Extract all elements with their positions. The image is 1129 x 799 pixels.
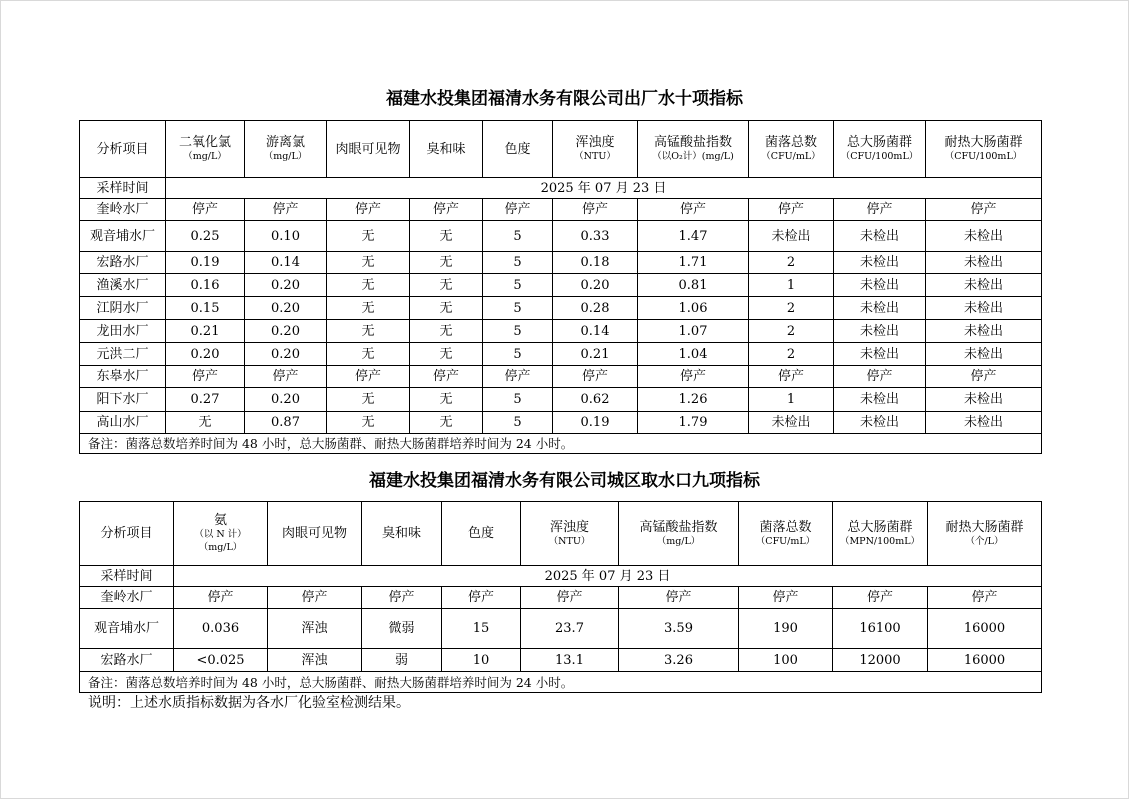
table2-title: 福建水投集团福清水务有限公司城区取水口九项指标 xyxy=(369,471,760,491)
data-cell: 浑浊 xyxy=(268,609,362,649)
column-name: 浑浊度 xyxy=(549,519,589,535)
data-cell: 1 xyxy=(749,274,834,297)
data-cell: 停产 xyxy=(410,199,483,221)
plant-name: 高山水厂 xyxy=(80,412,166,434)
data-cell: 15 xyxy=(442,609,521,649)
data-cell: 停产 xyxy=(245,199,327,221)
data-cell: 停产 xyxy=(739,587,833,609)
column-header xyxy=(174,502,268,566)
data-cell: 未检出 xyxy=(926,343,1042,366)
table-row xyxy=(80,366,1042,388)
column-header xyxy=(245,121,327,178)
data-cell: <0.025 xyxy=(174,649,268,672)
plant-name: 奎岭水厂 xyxy=(80,587,174,609)
data-cell: 0.25 xyxy=(166,221,245,252)
column-name: 总大肠菌群 xyxy=(847,519,913,535)
data-cell: 未检出 xyxy=(834,252,926,274)
data-cell: 停产 xyxy=(834,199,926,221)
data-cell: 停产 xyxy=(553,199,638,221)
plant-name: 东皋水厂 xyxy=(80,366,166,388)
table-row xyxy=(80,587,1042,609)
plant-name: 渔溪水厂 xyxy=(80,274,166,297)
column-header xyxy=(327,121,410,178)
data-cell: 10 xyxy=(442,649,521,672)
data-cell: 停产 xyxy=(928,587,1042,609)
column-name: 菌落总数 xyxy=(764,135,817,150)
data-cell: 停产 xyxy=(166,366,245,388)
data-cell: 0.20 xyxy=(553,274,638,297)
data-cell: 停产 xyxy=(362,587,442,609)
data-cell: 3.26 xyxy=(619,649,739,672)
data-cell: 5 xyxy=(483,343,553,366)
data-cell: 停产 xyxy=(833,587,928,609)
plant-name: 阳下水厂 xyxy=(80,388,166,412)
data-cell: 5 xyxy=(483,320,553,343)
column-header xyxy=(521,502,619,566)
data-cell: 无 xyxy=(327,412,410,434)
column-name: 肉眼可见物 xyxy=(335,141,401,157)
data-cell: 未检出 xyxy=(834,274,926,297)
data-cell: 0.62 xyxy=(553,388,638,412)
column-header xyxy=(833,502,928,566)
data-cell: 未检出 xyxy=(749,221,834,252)
table-row xyxy=(80,343,1042,366)
column-unit: （NTU） xyxy=(574,151,616,162)
data-cell: 停产 xyxy=(174,587,268,609)
data-cell: 未检出 xyxy=(834,343,926,366)
table-row xyxy=(80,252,1042,274)
data-cell: 190 xyxy=(739,609,833,649)
data-cell: 无 xyxy=(327,388,410,412)
data-cell: 无 xyxy=(327,274,410,297)
data-cell: 无 xyxy=(327,320,410,343)
sampling-row xyxy=(80,178,1042,199)
column-header xyxy=(483,121,553,178)
table-row xyxy=(80,274,1042,297)
data-cell: 无 xyxy=(410,274,483,297)
data-cell: 无 xyxy=(410,320,483,343)
data-cell: 3.59 xyxy=(619,609,739,649)
table-row xyxy=(80,320,1042,343)
data-cell: 23.7 xyxy=(521,609,619,649)
data-cell: 1.47 xyxy=(638,221,749,252)
data-cell: 未检出 xyxy=(834,412,926,434)
data-cell: 停产 xyxy=(245,366,327,388)
explanation-text: 说明：上述水质指标数据为各水厂化验室检测结果。 xyxy=(88,695,410,711)
note-row xyxy=(80,434,1042,454)
table-row xyxy=(80,221,1042,252)
column-name: 高锰酸盐指数 xyxy=(653,135,732,150)
data-cell: 停产 xyxy=(521,587,619,609)
data-cell: 未检出 xyxy=(926,252,1042,274)
data-cell: 未检出 xyxy=(749,412,834,434)
data-cell: 浑浊 xyxy=(268,649,362,672)
data-cell: 0.21 xyxy=(166,320,245,343)
data-cell: 停产 xyxy=(553,366,638,388)
sampling-date: 2025 年 07 月 23 日 xyxy=(166,178,1042,199)
sampling-date: 2025 年 07 月 23 日 xyxy=(174,566,1042,587)
plant-name: 宏路水厂 xyxy=(80,252,166,274)
data-cell: 未检出 xyxy=(926,297,1042,320)
data-cell: 停产 xyxy=(926,366,1042,388)
column-name: 浑浊度 xyxy=(575,135,615,150)
column-name: 菌落总数 xyxy=(759,519,812,535)
plant-name: 江阴水厂 xyxy=(80,297,166,320)
column-unit: （CFU/100mL） xyxy=(840,151,919,162)
data-cell: 停产 xyxy=(442,587,521,609)
data-cell: 0.15 xyxy=(166,297,245,320)
data-cell: 弱 xyxy=(362,649,442,672)
data-cell: 0.036 xyxy=(174,609,268,649)
note-row xyxy=(80,672,1042,693)
table-row xyxy=(80,388,1042,412)
data-cell: 0.28 xyxy=(553,297,638,320)
column-unit: （以O₂计）(mg/L) xyxy=(652,151,734,162)
column-header xyxy=(928,502,1042,566)
column-header xyxy=(166,121,245,178)
data-cell: 100 xyxy=(739,649,833,672)
data-cell: 未检出 xyxy=(926,274,1042,297)
data-cell: 0.20 xyxy=(245,297,327,320)
data-cell: 未检出 xyxy=(834,297,926,320)
data-cell: 无 xyxy=(410,388,483,412)
data-cell: 无 xyxy=(327,297,410,320)
column-header xyxy=(739,502,833,566)
plant-name: 龙田水厂 xyxy=(80,320,166,343)
data-cell: 1.04 xyxy=(638,343,749,366)
data-cell: 未检出 xyxy=(834,320,926,343)
data-cell: 16000 xyxy=(928,649,1042,672)
data-cell: 5 xyxy=(483,274,553,297)
table-row xyxy=(80,412,1042,434)
table-row xyxy=(80,297,1042,320)
data-cell: 停产 xyxy=(926,199,1042,221)
column-header xyxy=(926,121,1042,178)
data-cell: 1.26 xyxy=(638,388,749,412)
column-unit: （CFU/mL） xyxy=(761,151,821,162)
column-name: 肉眼可见物 xyxy=(281,526,347,541)
column-unit: （mg/L） xyxy=(263,151,308,162)
data-cell: 未检出 xyxy=(834,388,926,412)
data-cell: 无 xyxy=(166,412,245,434)
table-row xyxy=(80,649,1042,672)
column-header xyxy=(442,502,521,566)
data-cell: 5 xyxy=(483,388,553,412)
data-cell: 未检出 xyxy=(834,221,926,252)
data-cell: 停产 xyxy=(327,366,410,388)
data-cell: 2 xyxy=(749,320,834,343)
column-unit: （mg/L） xyxy=(656,535,701,547)
data-cell: 停产 xyxy=(749,199,834,221)
data-cell: 停产 xyxy=(268,587,362,609)
header-row xyxy=(80,502,1042,566)
data-cell: 13.1 xyxy=(521,649,619,672)
column-name: 高锰酸盐指数 xyxy=(639,519,718,535)
data-cell: 无 xyxy=(410,412,483,434)
data-cell: 0.20 xyxy=(245,343,327,366)
column-name: 臭和味 xyxy=(426,141,466,157)
column-header xyxy=(619,502,739,566)
data-cell: 0.20 xyxy=(245,388,327,412)
analysis-item-header: 分析项目 xyxy=(80,502,174,566)
data-cell: 停产 xyxy=(483,366,553,388)
sampling-label: 采样时间 xyxy=(80,566,174,587)
data-cell: 停产 xyxy=(166,199,245,221)
data-cell: 0.21 xyxy=(553,343,638,366)
column-unit: （NTU） xyxy=(548,535,591,547)
column-unit: （MPN/100mL） xyxy=(839,535,921,547)
data-cell: 停产 xyxy=(619,587,739,609)
data-cell: 0.14 xyxy=(245,252,327,274)
data-cell: 2 xyxy=(749,297,834,320)
plant-name: 宏路水厂 xyxy=(80,649,174,672)
column-name: 二氧化氯 xyxy=(178,135,231,150)
header-row xyxy=(80,121,1042,178)
sampling-label: 采样时间 xyxy=(80,178,166,199)
column-name: 耐热大肠菌群 xyxy=(945,519,1024,535)
data-cell: 0.20 xyxy=(245,274,327,297)
data-cell: 0.16 xyxy=(166,274,245,297)
data-cell: 停产 xyxy=(638,366,749,388)
data-cell: 0.33 xyxy=(553,221,638,252)
data-cell: 无 xyxy=(410,252,483,274)
data-cell: 1.06 xyxy=(638,297,749,320)
plant-name: 观音埔水厂 xyxy=(80,221,166,252)
column-header xyxy=(553,121,638,178)
data-cell: 无 xyxy=(410,343,483,366)
data-cell: 未检出 xyxy=(926,320,1042,343)
data-cell: 5 xyxy=(483,252,553,274)
plant-name: 奎岭水厂 xyxy=(80,199,166,221)
plant-name: 元洪二厂 xyxy=(80,343,166,366)
data-cell: 停产 xyxy=(483,199,553,221)
data-cell: 5 xyxy=(483,412,553,434)
data-cell: 无 xyxy=(327,221,410,252)
data-cell: 停产 xyxy=(410,366,483,388)
column-unit: （mg/L） xyxy=(198,542,243,553)
data-cell: 5 xyxy=(483,221,553,252)
data-cell: 12000 xyxy=(833,649,928,672)
data-cell: 停产 xyxy=(638,199,749,221)
data-cell: 16100 xyxy=(833,609,928,649)
data-cell: 未检出 xyxy=(926,221,1042,252)
data-cell: 5 xyxy=(483,297,553,320)
data-cell: 1.07 xyxy=(638,320,749,343)
column-name: 总大肠菌群 xyxy=(846,135,912,150)
column-unit: （个/L） xyxy=(965,535,1004,547)
data-cell: 无 xyxy=(410,297,483,320)
data-cell: 无 xyxy=(410,221,483,252)
column-name: 色度 xyxy=(504,141,531,157)
data-cell: 1.79 xyxy=(638,412,749,434)
analysis-item-header: 分析项目 xyxy=(80,121,166,178)
data-cell: 0.27 xyxy=(166,388,245,412)
column-name: 耐热大肠菌群 xyxy=(944,135,1023,150)
data-cell: 0.19 xyxy=(553,412,638,434)
data-cell: 1 xyxy=(749,388,834,412)
data-cell: 2 xyxy=(749,252,834,274)
data-cell: 无 xyxy=(327,252,410,274)
data-cell: 无 xyxy=(327,343,410,366)
data-cell: 0.20 xyxy=(245,320,327,343)
column-header xyxy=(638,121,749,178)
table-row xyxy=(80,609,1042,649)
data-cell: 2 xyxy=(749,343,834,366)
data-cell: 0.87 xyxy=(245,412,327,434)
data-cell: 停产 xyxy=(834,366,926,388)
column-unit: （CFU/mL） xyxy=(755,535,816,547)
column-header xyxy=(410,121,483,178)
data-cell: 0.19 xyxy=(166,252,245,274)
data-cell: 停产 xyxy=(327,199,410,221)
column-name: 游离氯 xyxy=(265,135,305,150)
column-name: 色度 xyxy=(467,526,494,541)
data-cell: 1.71 xyxy=(638,252,749,274)
data-cell: 微弱 xyxy=(362,609,442,649)
data-cell: 停产 xyxy=(749,366,834,388)
table-row xyxy=(80,199,1042,221)
plant-name: 观音埔水厂 xyxy=(80,609,174,649)
column-name: 氨 xyxy=(213,513,227,528)
data-cell: 0.81 xyxy=(638,274,749,297)
table1-title: 福建水投集团福清水务有限公司出厂水十项指标 xyxy=(386,89,743,109)
data-cell: 0.10 xyxy=(245,221,327,252)
data-cell: 0.18 xyxy=(553,252,638,274)
column-header xyxy=(834,121,926,178)
data-cell: 0.14 xyxy=(553,320,638,343)
data-cell: 16000 xyxy=(928,609,1042,649)
column-header xyxy=(749,121,834,178)
note-text: 备注：菌落总数培养时间为 48 小时，总大肠菌群、耐热大肠菌群培养时间为 24 小时。 xyxy=(80,672,1042,693)
column-name: 臭和味 xyxy=(381,526,421,541)
column-unit: （CFU/100mL） xyxy=(944,151,1023,162)
data-cell: 0.20 xyxy=(166,343,245,366)
column-subunit: （以 N 计） xyxy=(194,529,247,540)
data-cell: 未检出 xyxy=(926,412,1042,434)
note-text: 备注：菌落总数培养时间为 48 小时，总大肠菌群、耐热大肠菌群培养时间为 24 小时。 xyxy=(80,434,1042,454)
column-unit: （mg/L） xyxy=(183,151,227,162)
data-cell: 未检出 xyxy=(926,388,1042,412)
factory-water-table xyxy=(79,120,1042,454)
column-header xyxy=(362,502,442,566)
sampling-row xyxy=(80,566,1042,587)
column-header xyxy=(268,502,362,566)
intake-water-table xyxy=(79,501,1042,693)
